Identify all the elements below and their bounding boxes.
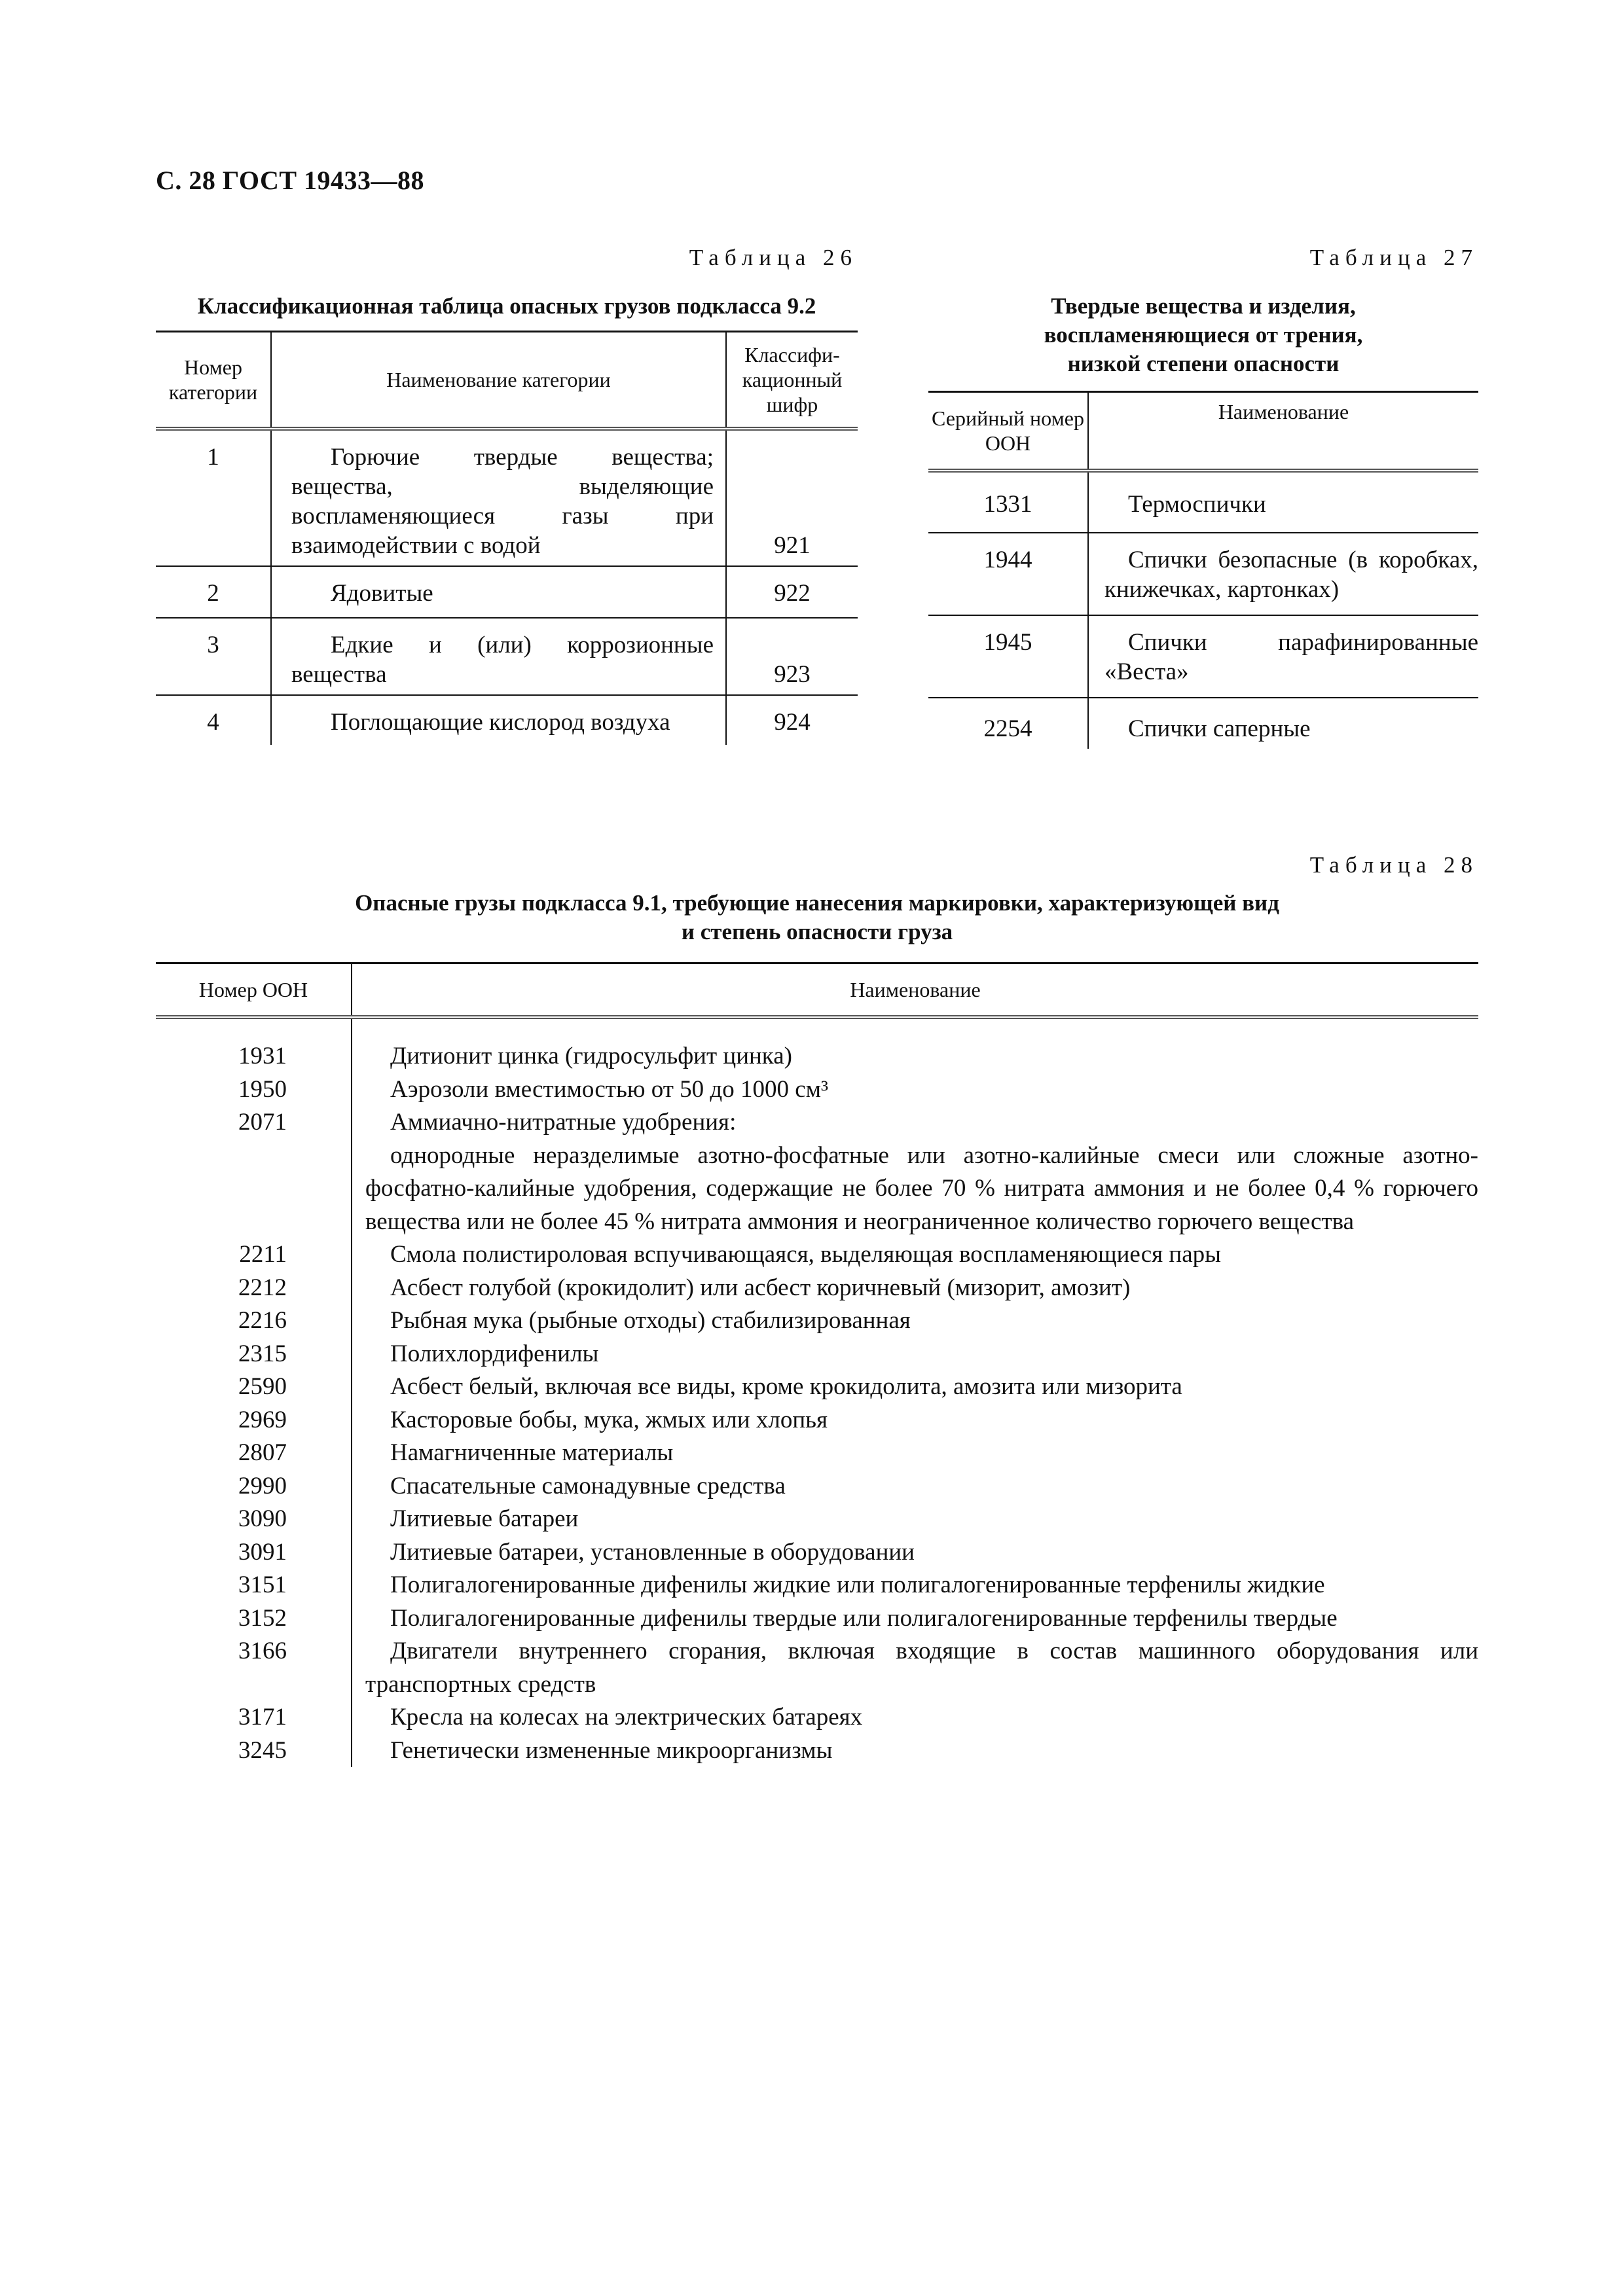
table27-row1-num: 1331 (928, 471, 1088, 533)
table28-title (156, 889, 1478, 946)
cargo-name: Полихлордифенилы (390, 1340, 599, 1367)
un-number: 1931 (238, 1043, 287, 1069)
table28-header (156, 962, 1478, 1019)
table28-header-name: Наименование (850, 978, 981, 1001)
cargo-name: Литиевые батареи (390, 1505, 579, 1532)
table27-row4-num: 2254 (928, 698, 1088, 749)
cargo-name: Спасательные самонадувные средства (390, 1472, 786, 1499)
un-number: 2807 (238, 1439, 287, 1466)
table-row (928, 615, 1478, 698)
un-number: 2216 (238, 1307, 287, 1334)
cargo-name: Полигалогенированные дифенилы жидкие или полигалогенированные терфенилы жидкие (390, 1571, 1325, 1598)
table27-row1-name: Термоспички (1088, 471, 1478, 533)
table-row (156, 1734, 1478, 1768)
un-number: 3245 (238, 1736, 287, 1764)
un-number: 2969 (238, 1406, 287, 1433)
un-number: 2990 (238, 1472, 287, 1499)
table-row (156, 1536, 1478, 1570)
table-row (156, 1272, 1478, 1305)
cargo-name: Полигалогенированные дифенилы твердые или полигалогенированные терфенилы твердые (390, 1604, 1338, 1632)
un-number: 3166 (238, 1638, 287, 1664)
un-number: 1950 (238, 1075, 287, 1103)
un-number: 3090 (238, 1505, 287, 1532)
table27-row2-num: 1944 (928, 533, 1088, 615)
table-row (156, 1437, 1478, 1470)
table-row (156, 1701, 1478, 1734)
un-number: 2212 (238, 1274, 287, 1301)
cargo-name: Рыбная мука (рыбные отходы) стабилизированная (390, 1307, 911, 1334)
table-row (156, 1073, 1478, 1107)
table-row (156, 1602, 1478, 1636)
table26-row3-num: 3 (156, 618, 271, 695)
table-row (156, 695, 858, 745)
table27-title-line1: Твердые вещества и изделия, (1051, 293, 1356, 319)
table-row (928, 471, 1478, 533)
table28-title-line1: Опасные грузы подкласса 9.1, требующие нанесения маркировки, характеризующей вид (355, 890, 1279, 916)
table-row (928, 698, 1478, 749)
table-row (156, 1040, 1478, 1073)
table-row (156, 1106, 1478, 1139)
table27-header-name: Наименование (1088, 392, 1478, 471)
table-row (156, 1470, 1478, 1503)
table28-title-line2: и степень опасности груза (681, 919, 953, 944)
table26-row1-num: 1 (156, 429, 271, 566)
cargo-name: однородные неразделимые азотно-фосфатные или азотно-калийные смеси или сложные азотно-фосфатно-калийные удобрения, содержащие не более 70 % нитрата аммония и не более 0,4 % горючего вещества или не более 45 % нитрата аммония и неограниченное количество горючего вещества (365, 1141, 1478, 1235)
table26-row2-num: 2 (156, 566, 271, 618)
table26-header-name: Наименование категории (271, 332, 726, 429)
table28-header-num: Номер ООН (156, 964, 352, 1015)
table26-header-num: Номер категории (156, 332, 271, 429)
un-number: 2071 (238, 1109, 287, 1136)
table26-row2-name: Ядовитые (271, 566, 726, 618)
cargo-name: Литиевые батареи, установленные в оборудовании (390, 1538, 915, 1566)
table26-row4-name: Поглощающие кислород воздуха (271, 695, 726, 745)
table27-row3-name: Спички парафинированные «Веста» (1088, 615, 1478, 698)
cargo-name: Касторовые бобы, мука, жмых или хлопья (390, 1406, 828, 1433)
table27-label: Таблица 27 (1309, 245, 1478, 270)
table26-row3-name: Едкие и (или) коррозионные вещества (271, 618, 726, 695)
table26-row1-code: 921 (726, 429, 858, 566)
cargo-name: Аммиачно-нитратные удобрения: (390, 1109, 737, 1136)
un-number: 3091 (238, 1538, 287, 1566)
un-number: 3171 (238, 1704, 287, 1731)
table27 (928, 391, 1478, 749)
table26-header-code: Классифи-кационный шифр (726, 332, 858, 429)
table-row (156, 1238, 1478, 1272)
un-number: 2590 (238, 1373, 287, 1400)
cargo-name: Кресла на колесах на электрических батареях (390, 1704, 863, 1731)
table27-header-num: Серийный номер ООН (928, 392, 1088, 471)
un-number (156, 1139, 351, 1239)
table26-row1-name: Горючие твердые вещества; вещества, выделяющие воспламеняющиеся газы при взаимодействии с водой (271, 429, 726, 566)
table-row (156, 429, 858, 566)
table-row (156, 1338, 1478, 1371)
cargo-name: Дитионит цинка (гидросульфит цинка) (390, 1043, 792, 1069)
table27-row2-name: Спички безопасные (в коробках, книжечках, картонках) (1088, 533, 1478, 615)
table26 (156, 331, 858, 745)
table27-row3-num: 1945 (928, 615, 1088, 698)
cargo-name: Намагниченные материалы (390, 1439, 674, 1466)
table-row (156, 1371, 1478, 1404)
table26-row4-code: 924 (774, 708, 811, 736)
table-row (156, 1139, 1478, 1239)
table-row (156, 1304, 1478, 1338)
table27-title-line2: воспламеняющиеся от трения, (1044, 322, 1363, 348)
un-number: 2211 (239, 1241, 287, 1268)
cargo-name: Аэрозоли вместимостью от 50 до 1000 см³ (390, 1075, 829, 1103)
cargo-name: Смола полистироловая вспучивающаяся, выделяющая воспламеняющиеся пары (390, 1241, 1222, 1268)
table-row (156, 1503, 1478, 1536)
table26-row2-code: 922 (726, 566, 858, 618)
un-number: 2315 (238, 1340, 287, 1367)
table27-title-line3: низкой степени опасности (1067, 351, 1340, 376)
cargo-name: Асбест голубой (крокидолит) или асбест коричневый (мизорит, амозит) (390, 1274, 1131, 1301)
table-row (156, 566, 858, 618)
table26-row3-code: 923 (726, 618, 858, 695)
table26-row4-num: 4 (156, 695, 271, 745)
un-number: 3152 (238, 1604, 287, 1632)
table-row (928, 533, 1478, 615)
table-row (156, 618, 858, 695)
page-header: С. 28 ГОСТ 19433—88 (156, 166, 425, 195)
table28-body (156, 1019, 1478, 1767)
table-row (156, 1635, 1478, 1701)
table27-title (928, 292, 1478, 378)
cargo-name: Двигатели внутреннего сгорания, включая входящие в состав машинного оборудования или транспортных средств (365, 1638, 1478, 1698)
table26-title: Классификационная таблица опасных грузов подкласса 9.2 (197, 293, 816, 319)
cargo-name: Генетически измененные микроорганизмы (390, 1736, 833, 1764)
table28 (156, 962, 1478, 1767)
un-number: 3151 (238, 1571, 287, 1598)
table-row (156, 1569, 1478, 1602)
table26-label: Таблица 26 (689, 245, 858, 270)
table-row (156, 1404, 1478, 1437)
table28-label: Таблица 28 (1309, 852, 1478, 878)
cargo-name: Асбест белый, включая все виды, кроме крокидолита, амозита или мизорита (390, 1373, 1182, 1400)
table27-row4-name: Спички саперные (1128, 715, 1311, 742)
